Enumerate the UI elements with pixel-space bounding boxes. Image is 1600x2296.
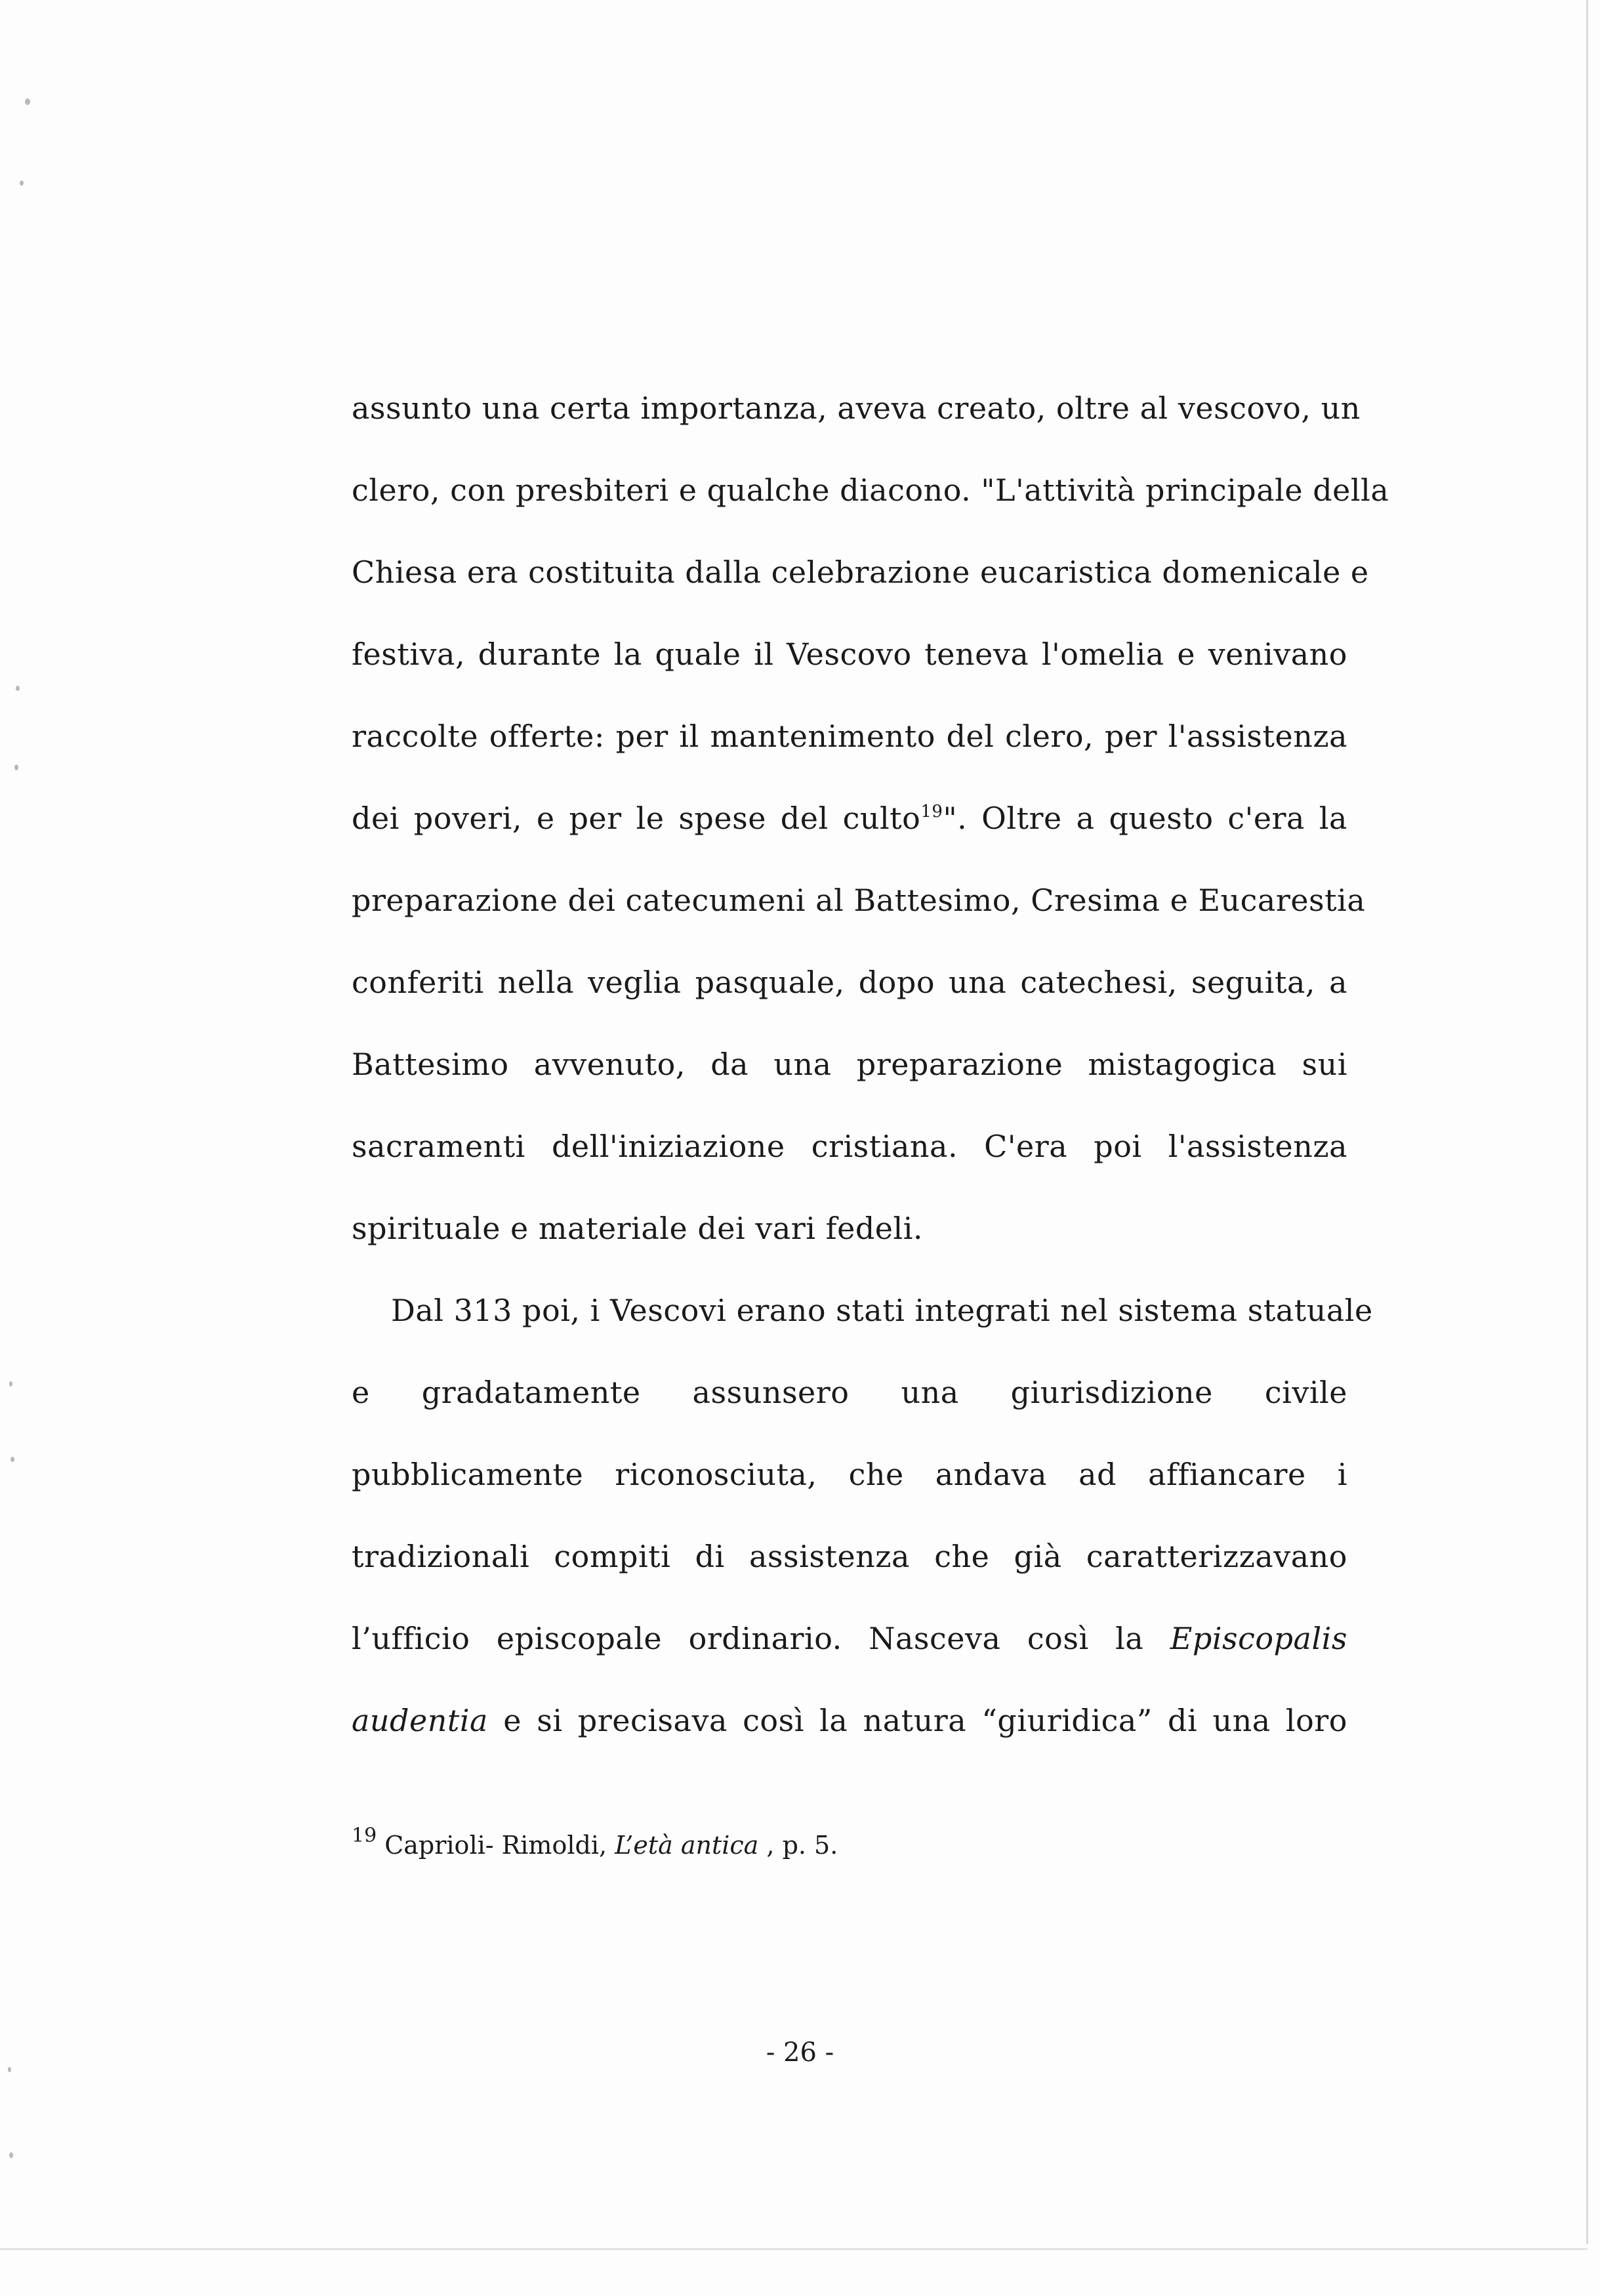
text-line: tradizionali compiti di assistenza che già caratterizzavano xyxy=(352,1539,1347,1574)
text-line: preparazione dei catecumeni al Battesimo, Cresima e Eucarestia xyxy=(352,883,1366,918)
italic-term: Episcopalis xyxy=(1170,1621,1347,1656)
text-line xyxy=(352,778,1347,860)
text-line: pubblicamente riconosciuta, che andava ad affiancare i xyxy=(352,1457,1347,1492)
page-edge-right xyxy=(1586,0,1588,2244)
text-line xyxy=(352,1680,1347,1762)
scan-speck xyxy=(20,180,24,186)
text-line: Dal 313 poi, i Vescovi erano stati integrati nel sistema statuale xyxy=(391,1293,1373,1328)
footnote-authors: Caprioli- Rimoldi, xyxy=(384,1831,615,1860)
scan-speck xyxy=(25,98,30,105)
footnote-tail: , p. 5. xyxy=(758,1831,838,1860)
page-edge-bottom xyxy=(0,2248,1588,2250)
page-number: - 26 - xyxy=(766,2037,834,2068)
text-segment: e si precisava così la natura “giuridica” di una loro xyxy=(487,1703,1347,1738)
text-line: Chiesa era costituita dalla celebrazione eucaristica domenicale e xyxy=(352,554,1369,590)
text-segment: dei poveri, e per le spese del culto xyxy=(352,801,921,836)
scan-speck xyxy=(14,764,18,770)
text-segment: l’ufficio episcopale ordinario. Nasceva così la xyxy=(352,1621,1170,1656)
text-line: assunto una certa importanza, aveva creato, oltre al vescovo, un xyxy=(352,390,1361,426)
text-line: festiva, durante la quale il Vescovo teneva l'omelia e venivano xyxy=(352,637,1347,672)
text-line: conferiti nella veglia pasquale, dopo una catechesi, seguita, a xyxy=(352,965,1347,1000)
text-line xyxy=(352,1598,1347,1680)
footnote xyxy=(352,1824,838,1860)
scan-speck xyxy=(16,686,20,691)
body-text xyxy=(352,367,1389,1762)
footnote-reference: 19 xyxy=(920,802,943,822)
text-line: sacramenti dell'iniziazione cristiana. C'era poi l'assistenza xyxy=(352,1129,1347,1164)
italic-term: audentia xyxy=(352,1703,488,1738)
scan-speck xyxy=(9,1381,12,1387)
text-segment: ". Oltre a questo c'era la xyxy=(943,801,1347,836)
text-line: clero, con presbiteri e qualche diacono. "L'attività principale della xyxy=(352,472,1389,508)
text-line: spirituale e materiale dei vari fedeli. xyxy=(352,1211,924,1246)
scan-speck xyxy=(10,1457,14,1462)
text-line: raccolte offerte: per il mantenimento del clero, per l'assistenza xyxy=(352,719,1347,754)
text-line: Battesimo avvenuto, da una preparazione mistagogica sui xyxy=(352,1047,1347,1082)
scan-speck xyxy=(9,2152,13,2158)
footnote-number: 19 xyxy=(352,1824,377,1847)
footnote-title: L’età antica xyxy=(615,1831,759,1860)
text-line: e gradatamente assunsero una giurisdizione civile xyxy=(352,1375,1347,1410)
scan-speck xyxy=(8,2067,11,2072)
